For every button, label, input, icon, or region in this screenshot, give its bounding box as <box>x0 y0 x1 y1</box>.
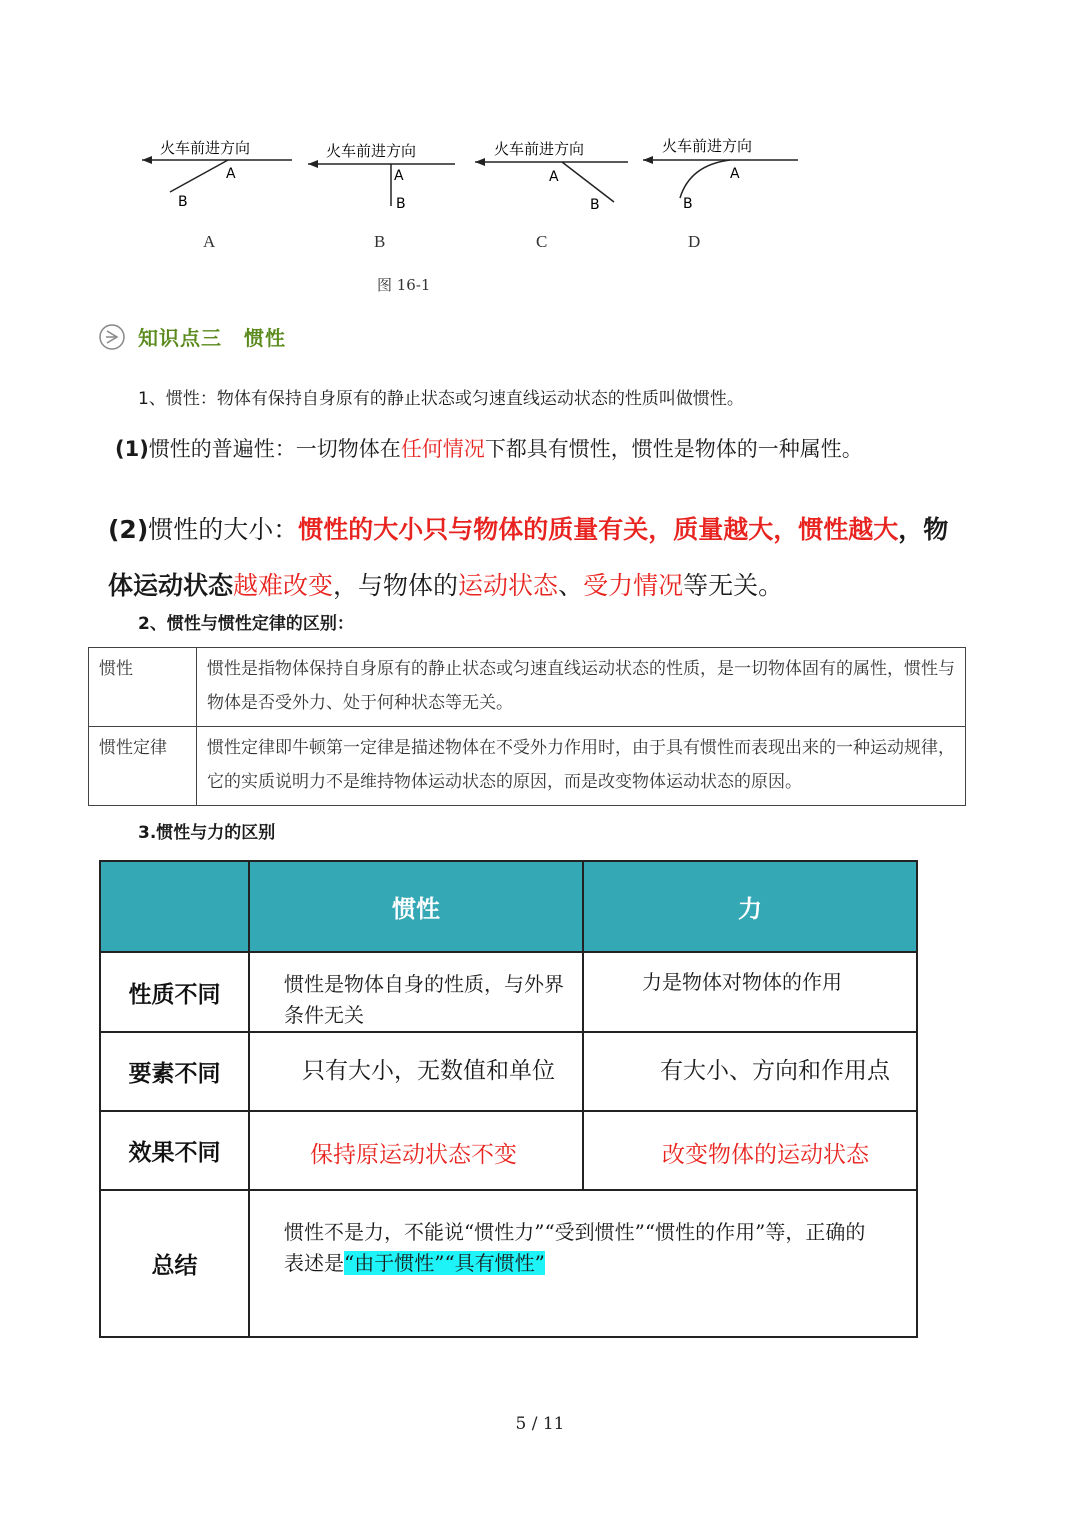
table-term-cell: 惯性 <box>89 648 197 727</box>
table-desc-cell: 惯性定律即牛顿第一定律是描述物体在不受外力作用时，由于具有惯性而表现出来的一种运动规律，它的实质说明力不是维持物体运动状态的原因，而是改变物体运动状态的原因。 <box>197 727 966 806</box>
figure-panel-c <box>475 140 628 213</box>
table-header-inertia: 惯性 <box>249 861 583 952</box>
figure-panel-a <box>142 139 292 210</box>
section-2-text: 、惯性与惯性定律的区别： <box>149 614 354 634</box>
summary-text: 惯性不是力，不能说“惯性力”“受到惯性”“惯性的作用”等，正确的表述是 <box>284 1220 866 1275</box>
figure-panel-d <box>643 137 798 212</box>
option-label-b: B <box>374 232 386 251</box>
summary-cell <box>249 1190 917 1337</box>
point-b-label: B <box>396 196 406 212</box>
option-label-d: D <box>688 232 701 251</box>
definition-text: 、惯性：物体有保持自身原有的静止状态或匀速直线运动状态的性质叫做惯性。 <box>148 389 744 409</box>
section-3-heading <box>138 818 275 843</box>
option-label-c: C <box>536 232 548 251</box>
point-a-label: A <box>549 169 559 185</box>
row-label: 性质不同 <box>100 952 249 1032</box>
inertia-cell: 保持原运动状态不变 <box>249 1111 583 1190</box>
magnitude-text-d: 、 <box>558 571 584 600</box>
figure-caption: 图 16-1 <box>377 276 431 294</box>
table-row <box>100 1032 917 1111</box>
knowledge-point-label: 知识点三 <box>138 326 222 350</box>
universality-highlight: 任何情况 <box>400 437 485 461</box>
para-number: 1 <box>138 389 149 409</box>
knowledge-point-header <box>98 322 286 351</box>
direction-label: 火车前进方向 <box>494 140 585 158</box>
point-a-label: A <box>226 166 236 182</box>
row-label: 效果不同 <box>100 1111 249 1190</box>
universality-text-b: 下都具有惯性，惯性是物体的一种属性。 <box>484 437 863 461</box>
page-number: 5 / 11 <box>515 1414 565 1434</box>
knowledge-point-topic: 惯性 <box>244 326 286 350</box>
definition-paragraph <box>138 384 744 409</box>
summary-highlight: “由于惯性”“具有惯性” <box>344 1251 545 1275</box>
section-3-text: 惯性与力的区别 <box>156 823 276 843</box>
table-header-force: 力 <box>583 861 917 952</box>
table-row <box>100 1190 917 1337</box>
knowledge-point-title <box>138 322 286 351</box>
train-direction-figure <box>130 120 830 270</box>
para-number: (2) <box>108 515 149 544</box>
table-row <box>89 648 966 727</box>
point-b-label: B <box>178 194 188 210</box>
magnitude-highlight-1: 惯性的大小只与物体的质量有关，质量越大，惯性越大 <box>298 515 899 544</box>
point-b-label: B <box>590 197 600 213</box>
direction-label: 火车前进方向 <box>662 137 753 155</box>
para-number: 3. <box>138 823 157 843</box>
table-desc-cell: 惯性是指物体保持自身原有的静止状态或匀速直线运动状态的性质，是一切物体固有的属性，惯性与物体是否受外力、处于何种状态等无关。 <box>197 648 966 727</box>
inertia-cell: 只有大小，无数值和单位 <box>249 1032 583 1111</box>
magnitude-highlight-3: 运动状态 <box>458 571 559 600</box>
para-number: 2 <box>138 614 150 634</box>
inertia-vs-law-table <box>88 647 966 806</box>
figure-panel-b <box>308 142 455 212</box>
magnitude-highlight-4: 受力情况 <box>583 571 684 600</box>
table-term-cell: 惯性定律 <box>89 727 197 806</box>
universality-text-a: 惯性的普遍性：一切物体在 <box>148 437 401 461</box>
magnitude-text-b: ，物体运动状态 <box>108 515 949 600</box>
point-b-label: B <box>683 196 693 212</box>
table-header-row <box>100 861 917 952</box>
direction-label: 火车前进方向 <box>326 142 417 160</box>
table-header-empty <box>100 861 249 952</box>
force-cell: 改变物体的运动状态 <box>583 1111 917 1190</box>
arrow-circle-icon <box>98 323 126 351</box>
force-cell: 有大小、方向和作用点 <box>583 1032 917 1111</box>
universality-paragraph <box>115 433 863 463</box>
force-cell: 力是物体对物体的作用 <box>583 952 917 1032</box>
inertia-cell: 惯性是物体自身的性质，与外界条件无关 <box>249 952 583 1032</box>
summary-label: 总结 <box>100 1190 249 1337</box>
magnitude-paragraph <box>108 502 968 614</box>
table-row <box>100 952 917 1032</box>
inertia-vs-force-table <box>99 860 918 1338</box>
magnitude-text-a: 惯性的大小： <box>148 515 299 544</box>
table-row <box>89 727 966 806</box>
direction-label: 火车前进方向 <box>160 139 251 157</box>
point-a-label: A <box>394 168 404 184</box>
table-row <box>100 1111 917 1190</box>
magnitude-highlight-2: 越难改变 <box>233 571 334 600</box>
row-label: 要素不同 <box>100 1032 249 1111</box>
magnitude-text-e: 等无关。 <box>683 571 784 600</box>
para-number: (1) <box>115 437 149 461</box>
option-label-a: A <box>203 232 216 251</box>
magnitude-text-c: ，与物体的 <box>333 571 459 600</box>
point-a-label: A <box>730 166 740 182</box>
section-2-heading <box>138 609 354 634</box>
